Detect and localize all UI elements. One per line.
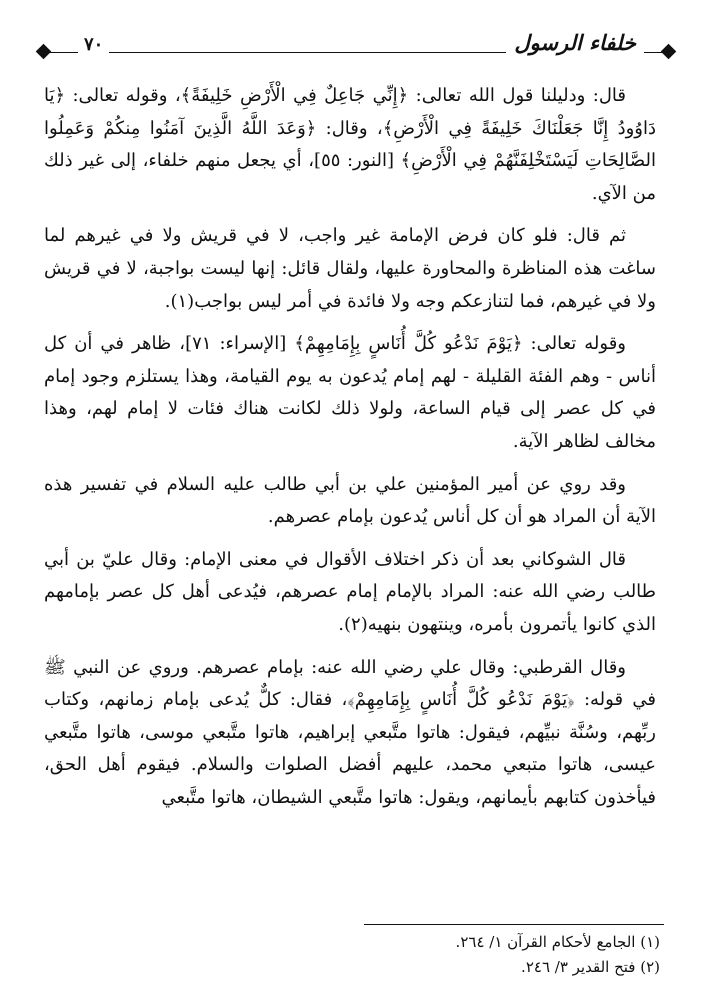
footnote-separator: [364, 924, 664, 925]
paragraph-1: قال: ودليلنا قول الله تعالى: ﴿إِنِّي جَاعِلٌ فِي الْأَرْضِ خَلِيفَةً﴾، وقوله تعالى: ﴿يَا دَاوُودُ إِنَّا جَعَلْنَاكَ خَلِيفَةً فِي الْأَرْضِ﴾، وقال: ﴿وَعَدَ اللَّهُ الَّذِينَ آمَنُوا مِنكُمْ وَعَمِلُوا الصَّالِحَاتِ لَيَسْتَخْلِفَنَّهُمْ فِي الْأَرْضِ﴾ [النور: ٥٥]، أي يجعل منهم خلفاء، إلى غير ذلك من الآي.: [44, 85, 657, 204]
paragraph-6: وقال القرطبي: وقال علي رضي الله عنه: بإمام عصرهم. وروي عن النبي ﷺ في قوله: ﴿يَوْمَ نَدْعُو كُلَّ أُنَاسٍ بِإِمَامِهِمْ﴾، فقال: كلٌّ يُدعى بإمام زمانهم، وكتاب ربِّهم، وسُنَّة نبيِّهم، فيقول: هاتوا متَّبعي إبراهيم، هاتوا متَّبعي موسى، هاتوا متَّبعي عيسى، هاتوا متبعي محمد، عليهم أفضل الصلوات والسلام. فيقوم أهل الحق، فيأخذون كتابهم بأيمانهم، ويقول: هاتوا متَّبعي الشيطان، هاتوا متَّبعي: [44, 656, 656, 808]
footnotes: [60, 930, 660, 980]
page-number: ٧٠: [78, 34, 109, 55]
diamond-ornament-icon: [661, 44, 677, 60]
paragraph-4: وقد روي عن أمير المؤمنين علي بن أبي طالب عليه السلام في تفسير هذه الآية أن المراد هو أن كل أناس يُدعون بإمام عصرهم.: [44, 473, 656, 528]
paragraph-5: قال الشوكاني بعد أن ذكر اختلاف الأقوال في معنى الإمام: وقال عليّ بن أبي طالب رضي الله عنه: المراد بالإمام إمام عصرهم، فيُدعى أهل كل عصر بإمامهم الذي كانوا يأتمرون بأمره، وينتهون بنهيه(٢).: [44, 548, 656, 635]
paragraph-3: وقوله تعالى: ﴿يَوْمَ نَدْعُو كُلَّ أُنَاسٍ بِإِمَامِهِمْ﴾ [الإسراء: ٧١]، ظاهر في أن كل أناس - وهم الفئة القليلة - لهم إمام يُدعون به يوم القيامة، وهذا يستلزم وجود إمام في كل عصر إلى قيام الساعة، ولولا ذلك لكانت هناك فئات لا إمام لهم، وهذا مخالف لظاهر الآية.: [44, 333, 656, 452]
diamond-ornament-icon: [36, 44, 52, 60]
footnote-1: (١) الجامع لأحكام القرآن ١/ ٢٦٤.: [455, 933, 660, 951]
paragraph-2: ثم قال: فلو كان فرض الإمامة غير واجب، لا في قريش ولا في غيرهم لما ساغت هذه المناظرة والمحاورة عليها، ولقال قائل: إنها ليست بواجبة، لا في قريش ولا في غيرهم، فما لتنازعكم وجه ولا فائدة في أمر ليس بواجب(١).: [44, 225, 656, 312]
page-body: [44, 80, 656, 824]
footnote-2: (٢) فتح القدير ٣/ ٢٤٦.: [521, 958, 660, 976]
page-header: [38, 30, 674, 72]
book-title: خلفاء الرسول: [506, 30, 644, 55]
